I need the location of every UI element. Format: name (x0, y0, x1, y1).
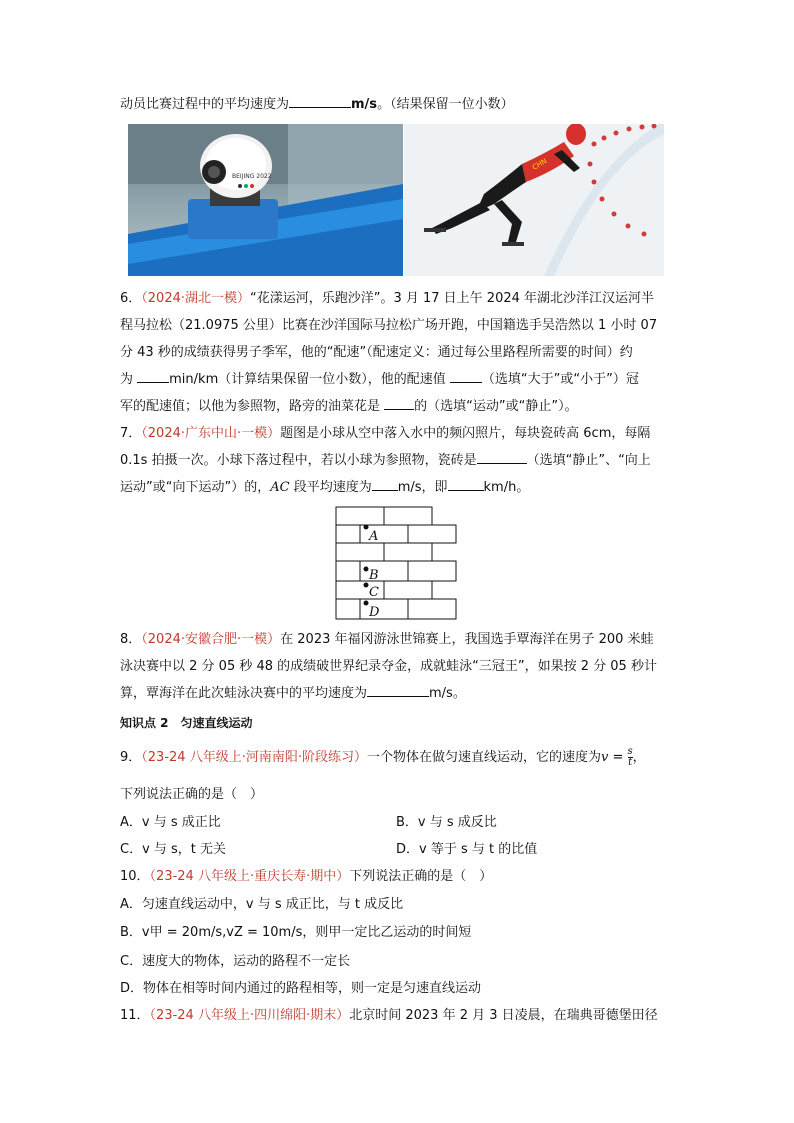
q9-option-a[interactable] (120, 813, 221, 833)
q8-text-3a: 算，覃海洋在此次蛙泳决赛中的平均速度为 (120, 686, 368, 701)
q10-option-d[interactable] (120, 979, 481, 999)
question-source: （2024·湖北一模） (141, 291, 250, 306)
formula-v: v (600, 750, 609, 765)
camera-illustration (128, 124, 403, 276)
option-key: B． (120, 925, 142, 940)
q7-text-2b: （选填“静止”、“向上 (526, 453, 651, 468)
q9-option-b[interactable] (396, 813, 497, 833)
q9-text-2: 下列说法正确的是（ ） (120, 787, 264, 802)
option-key: C． (120, 954, 143, 969)
answer-blank (372, 478, 398, 491)
q10-option-b[interactable] (120, 923, 471, 943)
question-number: 7． (120, 426, 142, 441)
suit-text: CHN (531, 157, 549, 172)
question-number: 6． (120, 291, 142, 306)
option-text: 匀速直线运动中，v 与 s 成正比，与 t 成反比 (141, 897, 404, 912)
q7-text-3d: km/h。 (483, 480, 530, 495)
q6-text-4b: min/km（计算结果保留一位小数），他的配速值 (169, 372, 450, 387)
option-text: v甲 = 20m/s,vZ = 10m/s，则甲一定比乙运动的时间短 (141, 925, 472, 940)
segment-label: AC (270, 480, 290, 495)
answer-blank (384, 397, 414, 410)
skater-illustration (404, 124, 664, 276)
answer-blank (367, 684, 429, 697)
ball-position-a (364, 525, 369, 530)
q7-text-3b: 段平均速度为 (289, 480, 372, 495)
ball-position-d (364, 601, 369, 606)
q5-tail-line (120, 95, 514, 115)
option-key: C． (120, 842, 143, 857)
option-key: A． (120, 815, 142, 830)
q10-option-a[interactable] (120, 895, 403, 915)
q6-line-3 (120, 343, 633, 363)
q9-option-d[interactable] (396, 840, 537, 860)
q6-text-5a: 军的配速值；以他为参照物，路旁的油菜花是 (120, 399, 385, 414)
question-source: （23-24 八年级上·河南南阳·阶段练习） (141, 750, 367, 765)
q7-text-1: 题图是小球从空中落入水中的频闪照片，每块瓷砖高 6cm，每隔 (280, 426, 651, 441)
q6-line-1 (120, 289, 654, 309)
question-number: 9． (120, 750, 142, 765)
question-source: （2024·广东中山·一模） (141, 426, 281, 441)
question-number: 11． (120, 1008, 150, 1023)
q5-note: 。（结果保留一位小数） (377, 97, 514, 112)
answer-blank (448, 478, 484, 491)
option-text: 物体在相等时间内通过的路程相等，则一定是匀速直线运动 (143, 981, 482, 996)
ball-position-c (364, 583, 369, 588)
q7-text-2: 0.1s 拍摄一次。小球下落过程中，若以小球为参照物，瓷砖是 (120, 453, 477, 468)
camera-photo (128, 124, 403, 276)
q6-text-3: 分 43 秒的成绩获得男子季军，他的“配速”（配速定义：通过每公里路程所需要的时间）约 (120, 345, 633, 360)
option-key: D． (396, 842, 420, 857)
question-number: 8． (120, 632, 142, 647)
answer-blank (477, 451, 527, 464)
q6-text-2: 程马拉松（21.0975 公里）比赛在沙洋国际马拉松广场开跑，中国籍选手吴浩然以 1 小时 07 (120, 318, 658, 333)
q8-text-2: 泳决赛中以 2 分 05 秒 48 的成绩破世界纪录夺金，成就蛙泳“三冠王”，如果按 2 分 05 秒计 (120, 659, 657, 674)
q8-text-3b: m/s。 (429, 686, 466, 701)
option-text: v 与 s 成反比 (417, 815, 497, 830)
section-title: 知识点 2 匀速直线运动 (120, 716, 253, 730)
skater-photo (404, 124, 664, 276)
q9-text-1: 一个物体在做匀速直线运动，它的速度为 (366, 750, 601, 765)
q10-text-1: 下列说法正确的是（ ） (349, 869, 493, 884)
q7-text-3c: m/s，即 (397, 480, 448, 495)
brick-wall-figure (334, 505, 460, 621)
formula-equals: = (608, 750, 628, 765)
q11-text-1: 北京时间 2023 年 2 月 3 日凌晨，在瑞典哥德堡田径 (349, 1008, 658, 1023)
question-source: （23-24 八年级上·四川绵阳·期末） (149, 1008, 350, 1023)
option-text: v 与 s 成正比 (141, 815, 221, 830)
ball-position-b (364, 567, 369, 572)
label-d: D (369, 605, 380, 620)
option-text: 速度大的物体，运动的路程不一定长 (142, 954, 351, 969)
q6-line-2 (120, 316, 657, 336)
q5-tail-text: 动员比赛过程中的平均速度为 (120, 97, 290, 112)
answer-blank (450, 370, 482, 383)
q7-text-3a: 运动”或“向下运动”）的， (120, 480, 271, 495)
q8-line-2 (120, 657, 657, 677)
q8-line-3 (120, 684, 466, 704)
question-number: 10． (120, 869, 150, 884)
option-key: D． (120, 981, 144, 996)
q9-line-1 (120, 747, 646, 768)
q10-option-c[interactable] (120, 952, 350, 972)
question-source: （23-24 八年级上·重庆长寿·期中） (149, 869, 350, 884)
q6-text-4a: 为 (120, 372, 138, 387)
q6-line-5 (120, 397, 578, 417)
option-text: v 与 s，t 无关 (142, 842, 227, 857)
q7-line-1 (120, 424, 650, 444)
q9-line-2 (120, 785, 263, 805)
q8-text-1: 在 2023 年福冈游泳世锦赛上，我国选手覃海洋在男子 200 米蛙 (280, 632, 654, 647)
q7-line-3 (120, 478, 529, 498)
q6-text-1: “花漾运河，乐跑沙洋”。3 月 17 日上午 2024 年湖北沙洋江汉运河半 (250, 291, 655, 306)
label-c: C (369, 585, 379, 600)
q7-line-2 (120, 451, 651, 471)
option-key: A． (120, 897, 142, 912)
question-source: （2024·安徽合肥·一模） (141, 632, 281, 647)
label-a: A (369, 529, 379, 544)
q8-line-1 (120, 630, 654, 650)
q11-line-1 (120, 1006, 658, 1026)
q9-option-c[interactable] (120, 840, 226, 860)
fraction-denominator: t (628, 757, 633, 768)
answer-blank (137, 370, 169, 383)
unit-label: m/s (351, 97, 378, 112)
option-text: v 等于 s 与 t 的比值 (419, 842, 538, 857)
answer-blank (289, 95, 351, 108)
logo-text: BEIJING 2022 (232, 173, 272, 180)
q6-text-4c: （选填“大于”或“小于”）冠 (481, 372, 639, 387)
option-key: B． (396, 815, 418, 830)
q9-text-end: ， (632, 750, 646, 765)
q6-text-5b: 的（选填“运动”或“静止”）。 (414, 399, 578, 414)
label-b: B (369, 568, 379, 583)
q6-line-4 (120, 370, 639, 390)
fraction-numerator: s (627, 746, 633, 757)
q10-line-1 (120, 867, 492, 887)
